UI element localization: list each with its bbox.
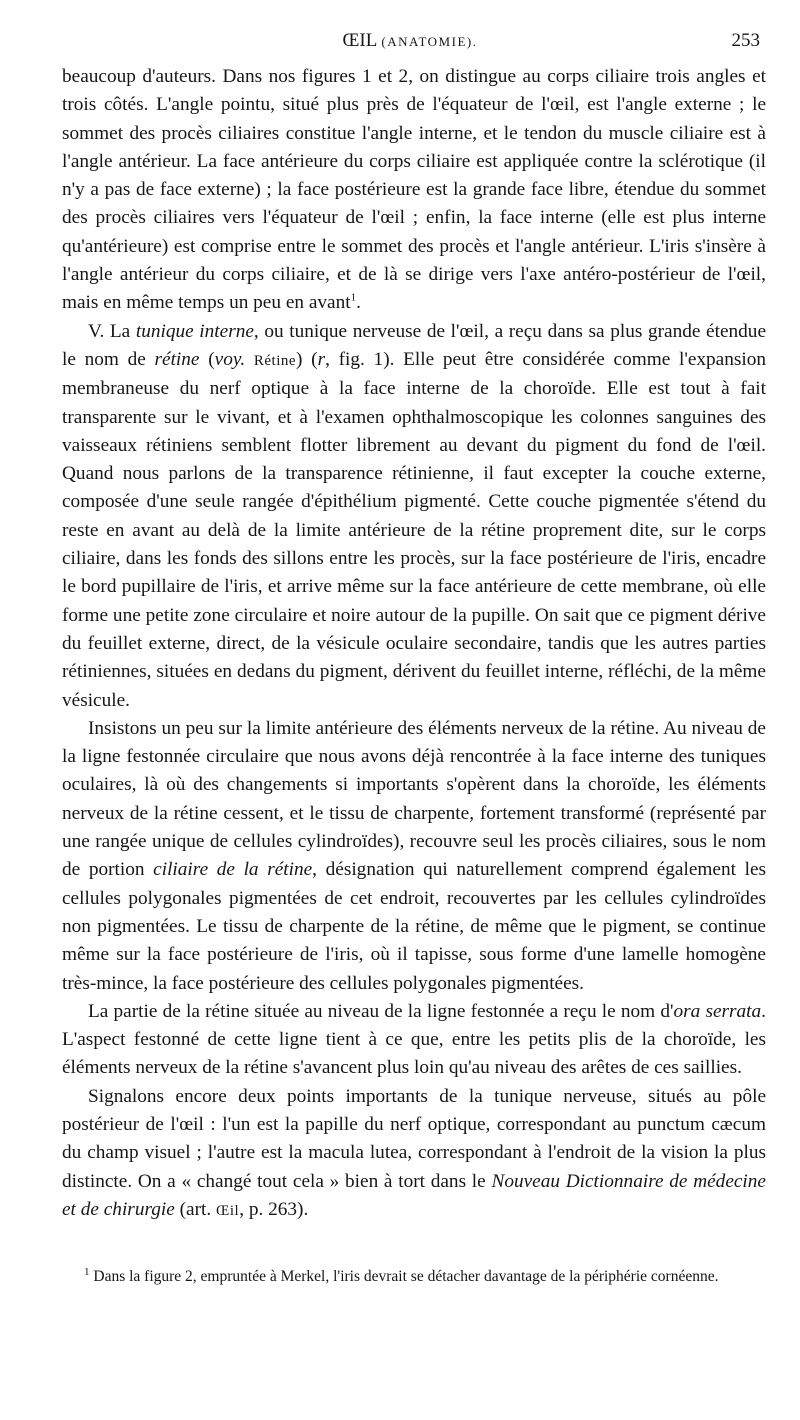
paragraph-3: Insistons un peu sur la limite antérieure des éléments nerveux de la rétine. Au niveau de la ligne festonnée circulaire que nous avons déjà rencontrée à la face interne des tuniques oculaires, là où des changements si importants s'opèrent dans la choroïde, les éléments nerveux de la rétine cessent, et le tissu de charpente, fortement transformé (représenté par une rangée unique de cellules cylindroïdes), recouvre seul les procès ciliaires, sous le nom de portion ciliaire de la rétine, désignation qui naturellement comprend également les cellules polygonales pigmentées de cet endroit, recouvertes par les cellules cylindroïdes non pigmentées. Le tissu de charpente de la rétine, de même que le pigment, se continue même sur la face postérieure de l'iris, où il tapisse, sous forme d'une lamelle homogène très-mince, la face postérieure des cellules polygonales pigmentées. <box>62 717 767 994</box>
paragraph-2: V. La tunique interne, ou tunique nerveuse de l'œil, a reçu dans sa plus grande étendue le nom de rétine (voy. Rétine) (r, fig. 1). Elle peut être considérée comme l'expansion membraneuse du nerf optique à la face interne de la choroïde. Elle est tout à fait transparente sur le vivant, et à l'examen ophthalmoscopique les colonnes sanguines des vaisseaux rétiniens semblent flotter librement au devant du pigment du fond de l'œil. Quand nous parlons de la transparence rétinienne, il faut excepter la couche externe, composée d'une seule rangée d'épithélium pigmenté. Cette couche pigmentée s'étend du reste en avant au delà de la limite antérieure de la rétine proprement dite, sur le corps ciliaire, dans les fonds des sillons entre les procès, sur la face postérieure de l'iris, encadre le bord pupillaire de l'iris, et arrive même sur la face antérieure de cette membrane, où elle forme une petite zone circulaire et noire autour de la pupille. On sait que ce pigment dérive du feuillet externe, direct, de la vésicule oculaire secondaire, tandis que les autres parties rétiniennes, situées en dedans du pigment, dérivent du feuillet interne, réfléchi, de la même vésicule. <box>62 320 767 711</box>
footnote-text: Dans la figure 2, empruntée à Merkel, l'iris devrait se détacher davantage de la périphérie cornéenne. <box>89 1268 719 1285</box>
paragraph-1: beaucoup d'auteurs. Dans nos figures 1 et 2, on distingue au corps ciliaire trois angles et trois côtés. L'angle pointu, situé plus près de l'équateur de l'œil, est l'angle externe ; le sommet des procès ciliaires constitue l'angle interne, et le tendon du muscle ciliaire est à l'angle antérieur. La face antérieure du corps ciliaire est appliquée contre la sclérotique (il n'y a pas de face externe) ; la face postérieure est la grande face libre, étendue du sommet des procès ciliaires vers l'équateur de l'œil ; enfin, la face interne (elle est plus interne qu'antérieure) est comprise entre le sommet des procès et l'angle antérieur. L'iris s'insère à l'angle antérieur du corps ciliaire, et de là se dirige vers l'axe antéro-postérieur de l'œil, mais en même temps un peu en avant$^1$. <box>62 66 766 314</box>
cross-reference: Œil <box>216 1202 240 1219</box>
running-title-sub: (ANATOMIE). <box>381 34 478 49</box>
running-header <box>60 30 760 58</box>
main-text <box>62 63 766 1225</box>
running-title-main: ŒIL <box>342 30 377 51</box>
cross-reference: Rétine <box>253 352 297 369</box>
page-number: 253 <box>731 30 760 51</box>
paragraph-5: Signalons encore deux points importants de la tunique nerveuse, situés au pôle postérieur de l'œil : l'un est la papille du nerf optique, correspondant au punctum cæcum du champ visuel ; l'autre est la macula lutea, correspondant à l'endroit de la vision la plus distincte. On a « changé tout cela » bien à tort dans le Nouveau Dictionnaire de médecine et de chirurgie (art. Œil, p. 263). <box>62 1085 766 1220</box>
footnote-ref: 1 <box>350 291 357 304</box>
running-title <box>60 30 760 52</box>
footnote-marker: 1 <box>84 1265 90 1278</box>
footnote <box>62 1266 768 1287</box>
paragraph-4: La partie de la rétine située au niveau de la ligne festonnée a reçu le nom d'ora serrata. L'aspect festonné de cette ligne tient à ce que, entre les petits plis de la choroïde, les éléments nerveux de la rétine s'avancent plus loin qu'au niveau des arêtes de ces saillies. <box>62 1000 766 1079</box>
